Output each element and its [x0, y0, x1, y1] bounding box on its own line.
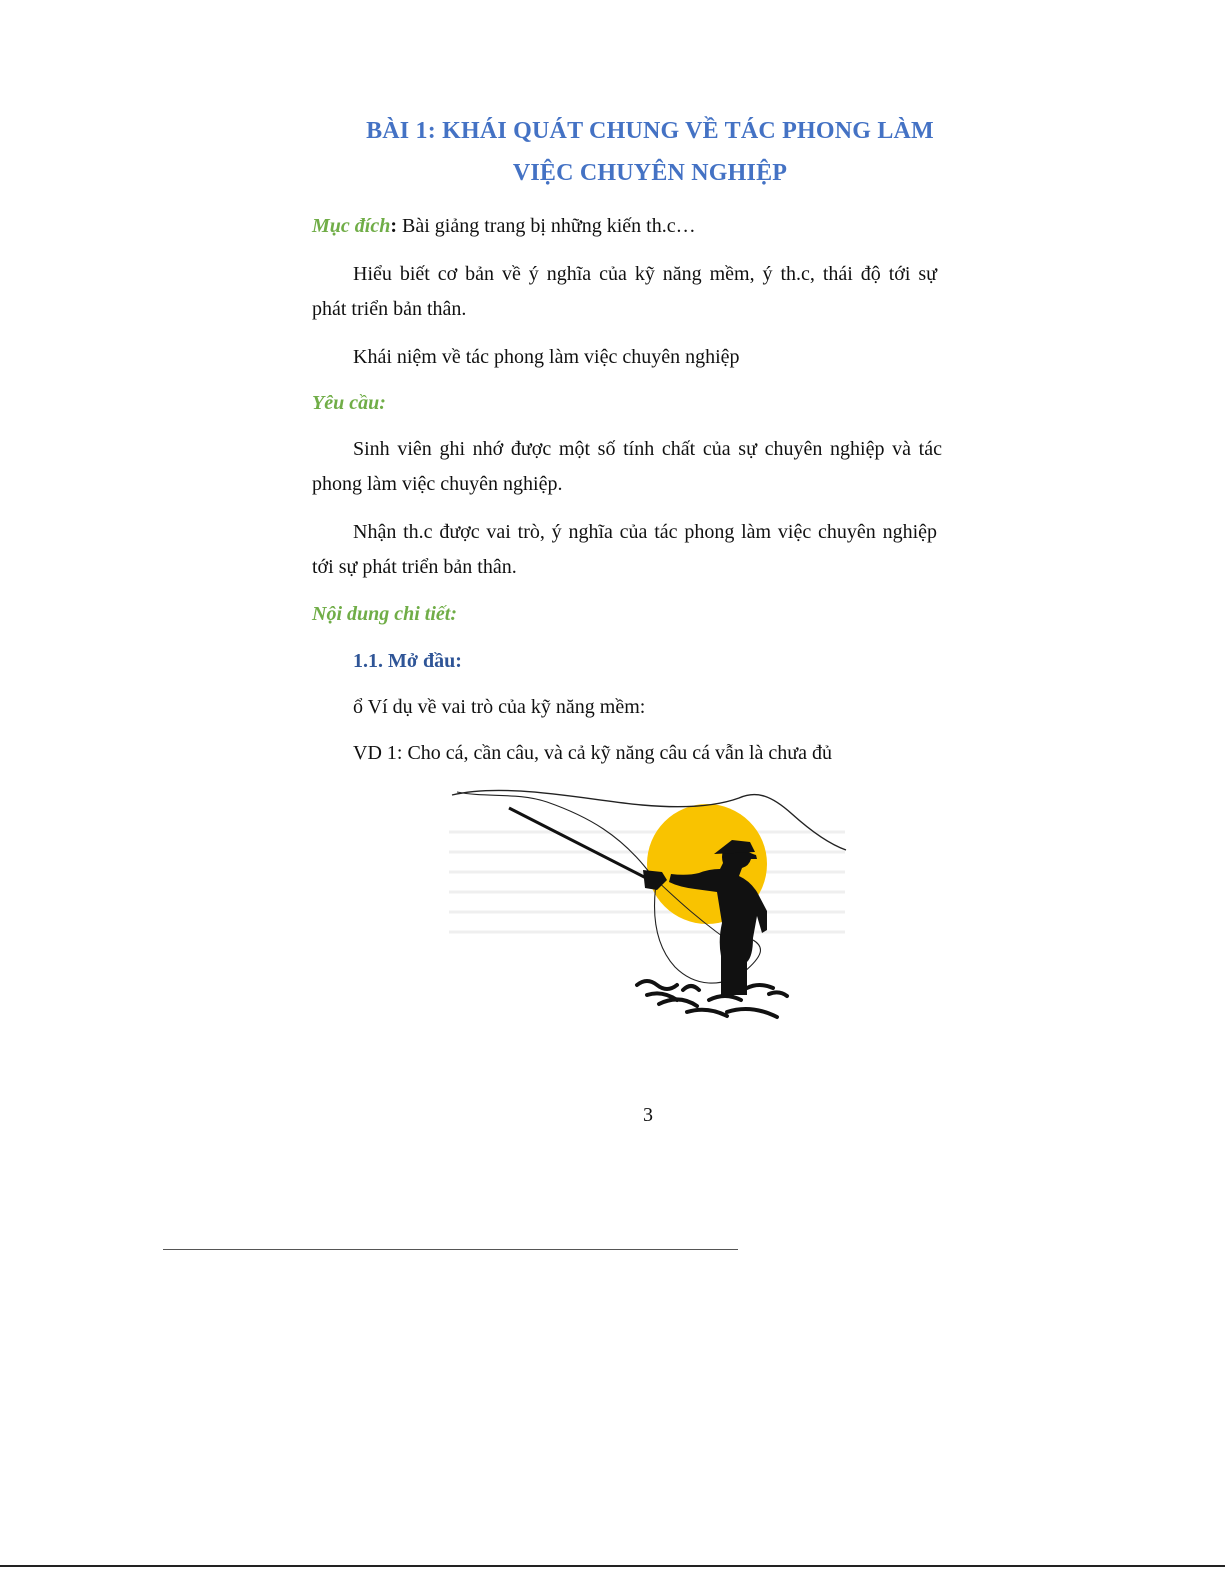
bullet-example-intro: ổ Ví dụ về vai trò của kỹ năng mềm:	[353, 696, 646, 718]
footer-divider	[163, 1249, 738, 1250]
example-1-text: VD 1: Cho cá, cần câu, và cả kỹ năng câu cá vẫn là chưa đủ	[353, 742, 832, 764]
muc-dich-paragraph	[312, 208, 696, 244]
paragraph-3-line-1: Sinh viên ghi nhớ được một số tính chất của sự chuyên nghiệp và tác	[353, 438, 942, 460]
noi-dung-label: Nội dung chi tiết:	[312, 603, 458, 625]
muc-dich-text: Bài giảng trang bị những kiến th.c…	[397, 215, 696, 237]
fisherman-illustration	[447, 780, 849, 1026]
page-title-line-1: BÀI 1: KHÁI QUÁT CHUNG VỀ TÁC PHONG LÀM	[366, 118, 934, 144]
paragraph-2: Khái niệm về tác phong làm việc chuyên nghiệp	[353, 346, 740, 368]
muc-dich-colon: :	[390, 215, 398, 237]
fly-fisherman-silhouette-icon	[447, 780, 849, 1026]
paragraph-1-line-1: Hiểu biết cơ bản về ý nghĩa của kỹ năng mềm, ý th.c, thái độ tới sự	[353, 263, 937, 285]
paragraph-1-line-2: phát triển bản thân.	[312, 298, 467, 320]
paragraph-3-line-2: phong làm việc chuyên nghiệp.	[312, 473, 563, 495]
paragraph-4-line-2: tới sự phát triển bản thân.	[312, 556, 517, 578]
page-title-line-2: VIỆC CHUYÊN NGHIỆP	[512, 160, 788, 186]
yeu-cau-label: Yêu cầu:	[312, 392, 386, 414]
page-number: 3	[643, 1104, 653, 1126]
muc-dich-label: Mục đích	[312, 215, 391, 237]
section-heading: 1.1. Mở đầu:	[353, 650, 462, 672]
page-bottom-edge	[0, 1565, 1225, 1567]
paragraph-4-line-1: Nhận th.c được vai trò, ý nghĩa của tác phong làm việc chuyên nghiệp	[353, 521, 937, 543]
